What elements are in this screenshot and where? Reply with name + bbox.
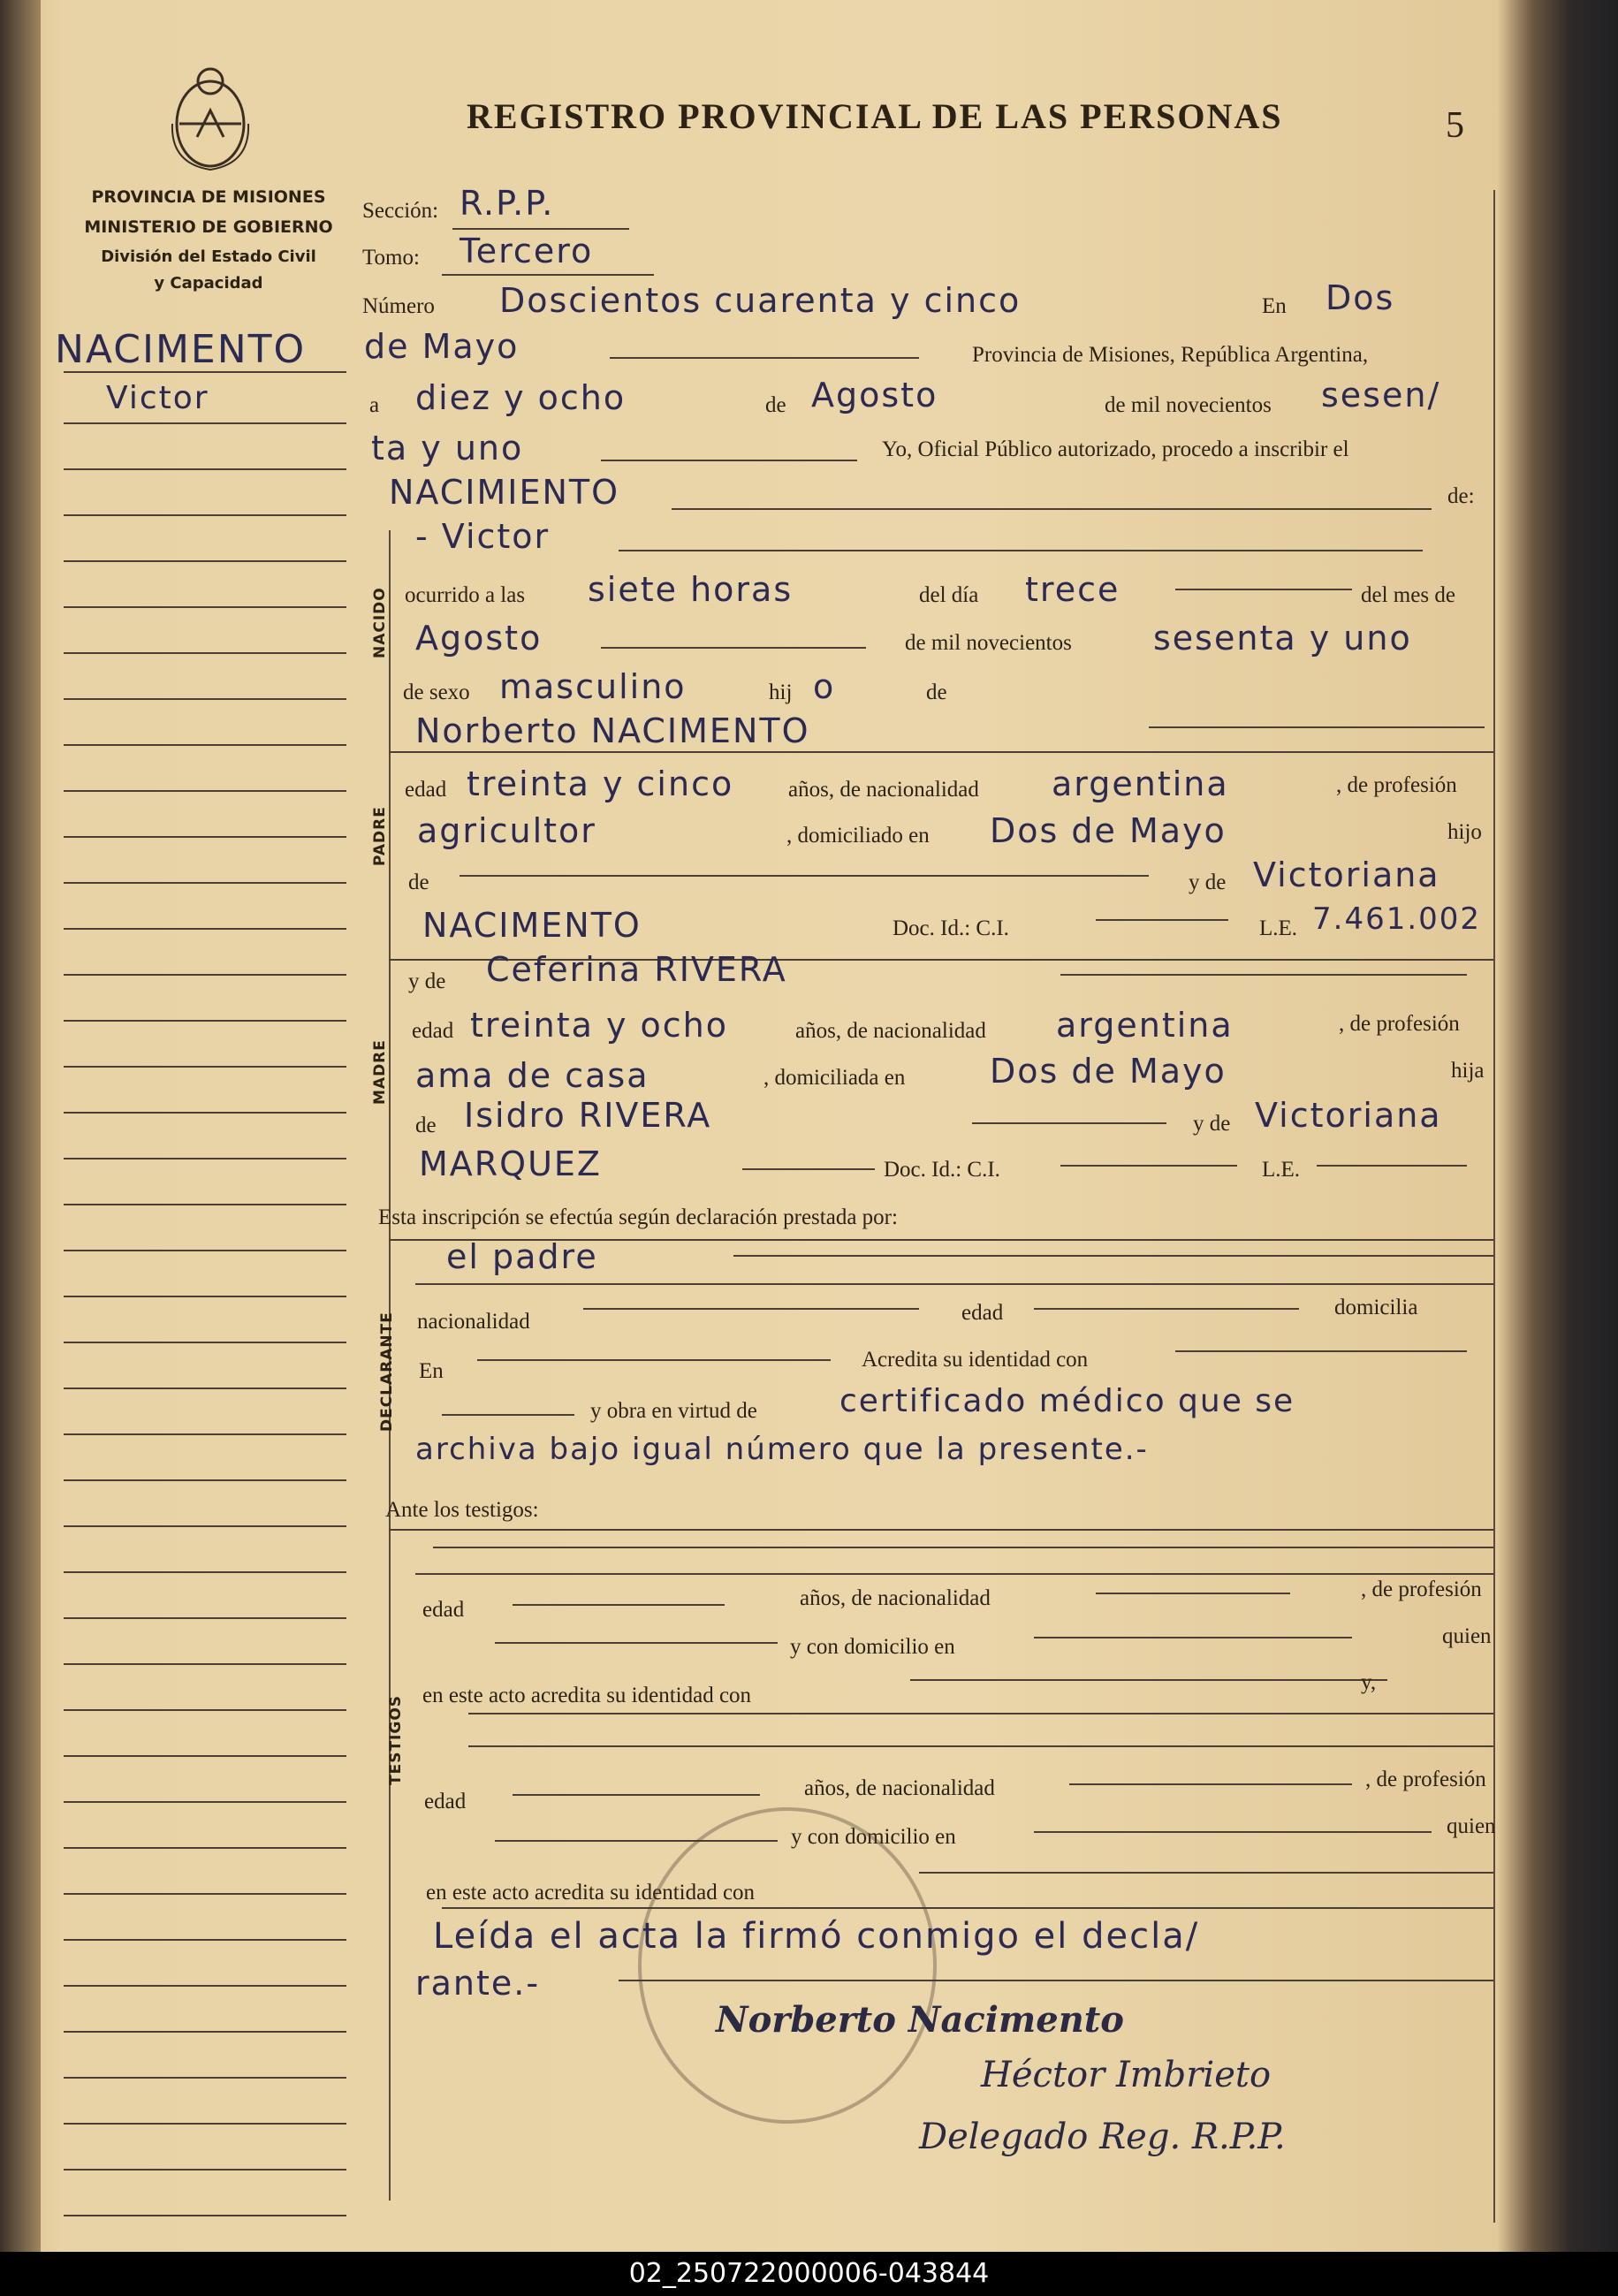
divider-testigos bbox=[389, 1529, 1493, 1531]
label-anos-nac-madre: años, de nacionalidad bbox=[795, 1019, 986, 1043]
label-domiciliado: , domiciliado en bbox=[786, 824, 930, 848]
label-hijo-padre: hijo bbox=[1447, 820, 1482, 844]
line-tipo bbox=[672, 508, 1432, 510]
label-profesion-padre: , de profesión bbox=[1336, 773, 1457, 797]
line-lugar bbox=[610, 357, 919, 359]
label-edad-decl: edad bbox=[961, 1301, 1004, 1325]
line-testigo1-nombre2 bbox=[415, 1573, 1493, 1575]
value-lugar1: Dos bbox=[1326, 278, 1395, 317]
label-nacionalidad: nacionalidad bbox=[417, 1310, 530, 1334]
label-a: a bbox=[369, 393, 380, 417]
label-de-colon: de: bbox=[1447, 484, 1475, 508]
value-mes-nac: Agosto bbox=[415, 619, 543, 658]
line-t1-prof bbox=[495, 1642, 778, 1644]
label-edad-t2: edad bbox=[424, 1790, 467, 1813]
capacity-name: y Capacidad bbox=[154, 274, 263, 293]
value-sexo: masculino bbox=[499, 667, 687, 706]
label-madre: MADRE bbox=[371, 1039, 389, 1105]
label-acredita: Acredita su identidad con bbox=[862, 1348, 1089, 1372]
line-seccion bbox=[452, 228, 629, 230]
value-lugar2: de Mayo bbox=[364, 327, 520, 366]
line-dia-nac bbox=[1175, 589, 1352, 590]
line-madre-nombre bbox=[1060, 974, 1467, 976]
value-padre-madre2: NACIMENTO bbox=[422, 906, 642, 945]
label-hijo: hij bbox=[769, 680, 793, 704]
line-ci-madre bbox=[1060, 1165, 1237, 1167]
label-y-de-madre: y de bbox=[408, 969, 446, 993]
label-edad-madre: edad bbox=[412, 1019, 454, 1043]
label-le-padre: L.E. bbox=[1259, 916, 1298, 940]
value-anio2: ta y uno bbox=[371, 429, 524, 468]
value-madre-padre: Isidro RIVERA bbox=[464, 1096, 712, 1135]
value-madre-dom: Dos de Mayo bbox=[990, 1052, 1227, 1091]
line-testigo1-nombre bbox=[433, 1547, 1493, 1548]
value-padre-edad: treinta y cinco bbox=[467, 764, 734, 803]
label-ante-testigos: Ante los testigos: bbox=[385, 1498, 539, 1522]
line-t2-edad bbox=[513, 1794, 760, 1796]
label-domicilio-t2: y con domicilio en bbox=[791, 1825, 956, 1849]
right-margin-rule bbox=[1493, 190, 1495, 2223]
label-esta-inscripcion: Esta inscripción se efectúa según declaración prestada por: bbox=[378, 1205, 898, 1229]
value-padre-madre1: Victoriana bbox=[1253, 855, 1440, 894]
image-id-footer: 02_250722000006-043844 bbox=[0, 2252, 1618, 2296]
line-cierre2 bbox=[619, 1980, 1493, 1981]
value-cierre1: Leída el acta la firmó conmigo el decla/ bbox=[433, 1916, 1200, 1957]
label-domiciliada: , domiciliada en bbox=[763, 1066, 906, 1090]
label-de-sexo: de sexo bbox=[403, 680, 470, 704]
line-padre-nombre bbox=[1149, 726, 1485, 728]
line-le-madre bbox=[1317, 1165, 1467, 1167]
value-madre-madre1: Victoriana bbox=[1255, 1096, 1442, 1135]
register-title: REGISTRO PROVINCIAL DE LAS PERSONAS bbox=[467, 96, 1283, 136]
label-quien-t2: quien bbox=[1447, 1814, 1496, 1838]
label-doc-madre: Doc. Id.: C.I. bbox=[884, 1158, 1000, 1182]
line-mes-nac bbox=[601, 647, 866, 649]
line-anio bbox=[601, 460, 857, 461]
value-obra2: archiva bajo igual número que la presente.- bbox=[415, 1432, 1149, 1467]
label-profesion-t2: , de profesión bbox=[1365, 1768, 1486, 1791]
label-de-mil: de mil novecientos bbox=[1105, 393, 1272, 417]
line-decl-edad bbox=[1034, 1308, 1299, 1310]
label-obra: y obra en virtud de bbox=[590, 1399, 757, 1423]
label-provincia: Provincia de Misiones, República Argentina, bbox=[972, 343, 1369, 367]
label-y-t1: y, bbox=[1361, 1670, 1377, 1694]
margin-surname: NACIMENTO bbox=[55, 327, 307, 372]
value-anio1: sesen/ bbox=[1321, 376, 1441, 414]
line-nombre bbox=[619, 550, 1423, 551]
value-hora: siete horas bbox=[588, 570, 794, 609]
label-padre: PADRE bbox=[371, 806, 389, 866]
value-padre-dom: Dos de Mayo bbox=[990, 811, 1227, 850]
value-padre-prof: agricultor bbox=[417, 811, 596, 850]
line-madre-padre bbox=[972, 1122, 1166, 1124]
value-declarante: el padre bbox=[446, 1237, 598, 1276]
ministry-name: MINISTERIO DE GOBIERNO bbox=[84, 217, 333, 237]
value-dia-nac: trece bbox=[1025, 570, 1120, 609]
line-t1-dom bbox=[1034, 1637, 1352, 1638]
line-t2-extra bbox=[442, 1907, 1493, 1909]
margin-name: Victor bbox=[106, 380, 209, 416]
label-quien-t1: quien bbox=[1442, 1624, 1492, 1648]
page-number: 5 bbox=[1446, 105, 1464, 146]
line-madre-madre2 bbox=[742, 1168, 875, 1170]
province-name: PROVINCIA DE MISIONES bbox=[91, 187, 326, 207]
label-de-padre: de bbox=[408, 871, 429, 894]
value-madre-nombre: Ceferina RIVERA bbox=[486, 950, 787, 989]
signature-oficial: Héctor Imbrieto bbox=[981, 2055, 1272, 2095]
label-domicilia: domicilia bbox=[1334, 1296, 1418, 1319]
line-decl-acredita bbox=[1175, 1350, 1467, 1352]
line-decl-doc bbox=[442, 1414, 574, 1416]
line-t2-doc bbox=[919, 1872, 1493, 1874]
line-t1-doc bbox=[910, 1679, 1387, 1681]
label-doc-padre: Doc. Id.: C.I. bbox=[893, 916, 1009, 940]
label-de: de bbox=[765, 393, 786, 417]
label-anos-nac-t1: años, de nacionalidad bbox=[800, 1586, 991, 1610]
line-decl-en bbox=[477, 1359, 831, 1361]
label-de-mil-nac: de mil novecientos bbox=[905, 631, 1072, 655]
line-decl-nac bbox=[583, 1308, 919, 1310]
label-en-este-acto-t2: en este acto acredita su identidad con bbox=[426, 1881, 756, 1904]
label-ocurrido: ocurrido a las bbox=[405, 583, 526, 607]
value-tomo: Tercero bbox=[460, 232, 594, 270]
value-padre-le: 7.461.002 bbox=[1312, 901, 1482, 937]
label-seccion: Sección: bbox=[362, 199, 439, 223]
line-testigo2-nombre2 bbox=[468, 1745, 1493, 1747]
value-madre-edad: treinta y ocho bbox=[470, 1006, 729, 1045]
label-y-de-padre: y de bbox=[1189, 871, 1227, 894]
signature-delegado: Delegado Reg. R.P.P. bbox=[919, 2117, 1286, 2157]
value-seccion: R.P.P. bbox=[460, 184, 555, 223]
division-name: División del Estado Civil bbox=[101, 247, 316, 266]
book-cover-edge bbox=[1497, 0, 1618, 2252]
official-seal bbox=[638, 1807, 937, 2124]
label-edad-padre: edad bbox=[405, 778, 447, 802]
line-abuelo-paterno bbox=[460, 875, 1149, 877]
value-madre-madre2: MARQUEZ bbox=[419, 1144, 602, 1183]
value-padre-nombre: Norberto NACIMENTO bbox=[415, 711, 810, 750]
label-y-de-madre2: y de bbox=[1193, 1112, 1231, 1136]
line-tomo bbox=[442, 274, 654, 276]
value-madre-prof: ama de casa bbox=[415, 1056, 649, 1095]
label-declarante: DECLARANTE bbox=[378, 1311, 396, 1432]
value-obra1: certificado médico que se bbox=[839, 1383, 1295, 1419]
line-t1-nac bbox=[1096, 1593, 1290, 1594]
value-anio-nac: sesenta y uno bbox=[1153, 619, 1412, 658]
label-en-este-acto-t1: en este acto acredita su identidad con bbox=[422, 1684, 752, 1707]
label-de-madre: de bbox=[415, 1114, 437, 1137]
divider-padre bbox=[389, 751, 1493, 753]
line-ci-padre bbox=[1096, 919, 1228, 921]
label-en-decl: En bbox=[419, 1359, 444, 1383]
value-numero: Doscientos cuarenta y cinco bbox=[499, 281, 1022, 320]
label-edad-t1: edad bbox=[422, 1598, 465, 1622]
line-t2-nac bbox=[1069, 1783, 1352, 1785]
value-madre-nac: argentina bbox=[1056, 1006, 1234, 1045]
book-gutter bbox=[0, 0, 41, 2252]
line-declarante2 bbox=[415, 1283, 1493, 1285]
label-yo-oficial: Yo, Oficial Público autorizado, procedo a inscribir el bbox=[882, 437, 1349, 461]
coat-of-arms-icon bbox=[162, 62, 259, 177]
line-declarante bbox=[733, 1255, 1493, 1257]
value-nombre: - Victor bbox=[415, 517, 551, 556]
label-de-hijo: de bbox=[926, 680, 947, 704]
line-t2-dom bbox=[1034, 1831, 1432, 1833]
value-tipo: NACIMIENTO bbox=[389, 473, 620, 512]
label-en: En bbox=[1262, 294, 1287, 318]
label-profesion-t1: , de profesión bbox=[1361, 1578, 1482, 1601]
value-hijo-suffix: o bbox=[813, 667, 836, 706]
line-testigo2-nombre bbox=[468, 1713, 1493, 1714]
line-t1-edad bbox=[513, 1604, 725, 1606]
value-dia: diez y ocho bbox=[415, 378, 627, 417]
label-tomo: Tomo: bbox=[362, 246, 420, 270]
value-cierre2: rante.- bbox=[415, 1964, 541, 2003]
label-testigos: TESTIGOS bbox=[387, 1694, 405, 1785]
label-del-mes: del mes de bbox=[1361, 583, 1455, 607]
label-domicilio-t1: y con domicilio en bbox=[790, 1635, 955, 1659]
label-nacido: NACIDO bbox=[371, 587, 389, 658]
value-padre-nac: argentina bbox=[1052, 764, 1229, 803]
value-mes: Agosto bbox=[811, 376, 938, 414]
label-anos-nac-padre: años, de nacionalidad bbox=[788, 778, 979, 802]
label-anos-nac-t2: años, de nacionalidad bbox=[804, 1776, 995, 1800]
signature-declarante: Norberto Nacimento bbox=[716, 1999, 1124, 2041]
label-hija: hija bbox=[1451, 1059, 1485, 1083]
label-numero: Número bbox=[362, 294, 435, 318]
label-del-dia: del día bbox=[919, 583, 979, 607]
label-profesion-madre: , de profesión bbox=[1339, 1012, 1460, 1036]
label-le-madre: L.E. bbox=[1262, 1158, 1301, 1182]
